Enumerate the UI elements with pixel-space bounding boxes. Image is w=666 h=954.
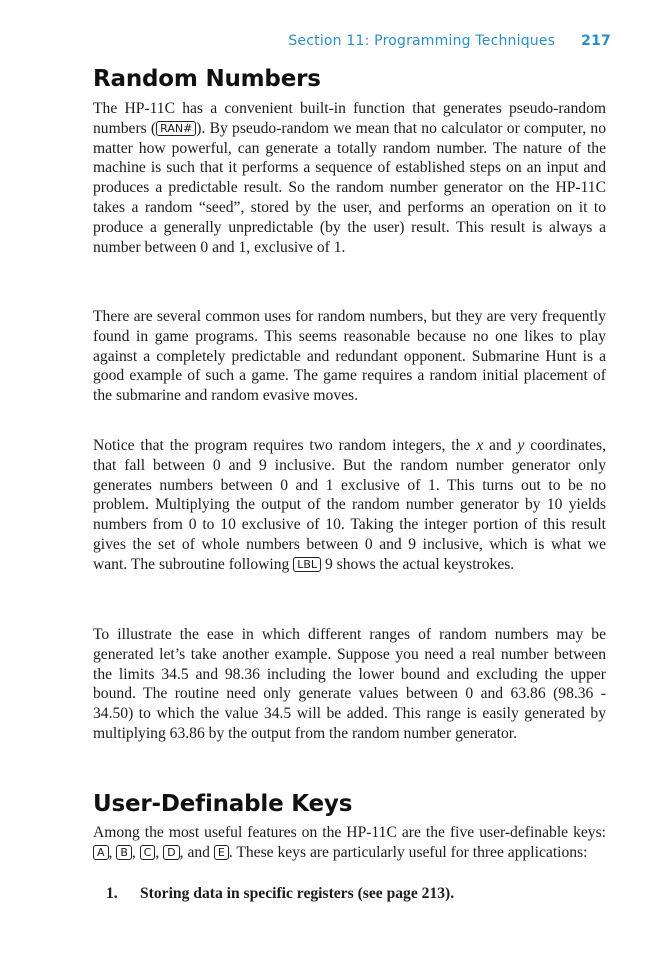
paragraph-text: , and [179,843,214,861]
heading-user-definable-keys: User-Definable Keys [93,791,353,817]
heading-random-numbers: Random Numbers [93,66,321,92]
b-key-icon: B [116,845,132,860]
paragraph-text: , [155,843,164,861]
paragraph-ranges: To illustrate the ease in which different ranges of random numbers may be generated let’s take another example. Suppose you need a real number between the limits 34.5 and 98.36 including the lower bound and excluding the upper bound. The routine need only generate values between 0 and 63.86 (98.36 - 34.50) to which the value 34.5 will be added. This range is easily generated by multiplying 63.86 by the output from the random number generator. [93,626,606,742]
paragraph-uses: There are several common uses for random numbers, but they are very frequently found in game programs. This seems reasonable because no one likes to play against a completely predictable and redundant opponent. Submarine Hunt is a good example of such a game. The game requires a random initial placement of the submarine and random evasive moves. [93,308,606,405]
section-title: Section 11: Programming Techniques [288,33,556,49]
paragraph-text: , [108,843,117,861]
paragraph-intro [93,99,606,257]
paragraph-text: Notice that the program requires two random integers, the [93,437,477,454]
ran-key-icon: RAN# [156,121,196,136]
paragraph-text: The HP-11C has a convenient built-in function that generates pseudo-random numbers ( [93,100,606,137]
paragraph-text: . These keys are particularly useful for three applications: [228,843,588,861]
paragraph-text: , [131,843,140,861]
list-item-number: 1. [106,885,118,902]
c-key-icon: C [140,845,156,860]
lbl-key-icon: LBL [293,557,321,572]
page-number: 217 [581,33,611,49]
paragraph-text: and [483,437,518,454]
variable-x: x [476,437,484,454]
list-item [106,884,606,904]
d-key-icon: D [163,845,179,860]
paragraph-integers [93,436,606,575]
paragraph-text: 9 shows the actual keystrokes. [321,555,515,573]
paragraph-text: coordinates, that fall between 0 and 9 inclusive. But the random number generator only generates numbers between 0 and 1 exclusive of 1. This turns out to be no problem. Multiplying the output of the random number generator by 10 yields numbers from 0 to 10 exclusive of 10. Taking the integer portion of this result gives the set of whole numbers between 0 and 9 inclusive, which is what we want. The subroutine following [93,437,606,573]
list-item-text: Storing data in specific registers (see page 213). [140,885,455,902]
paragraph-user-keys [93,823,606,863]
paragraph-text: ). By pseudo-random we mean that no calculator or computer, no matter how powerful, can generate a totally random number. The nature of the machine is such that it performs a sequence of established steps on an input and produces a predictable result. So the random number generator on the HP-11C takes a random “seed”, stored by the user, and performs an operation on it to produce a generally unpredictable (by the user) result. This result is always a number between 0 and 1, exclusive of 1. [93,119,606,256]
paragraph-text: Among the most useful features on the HP-11C are the five user-definable keys: [93,824,606,841]
e-key-icon: E [214,845,229,860]
variable-y: y [517,437,525,454]
a-key-icon: A [93,845,109,860]
running-header [288,33,611,49]
